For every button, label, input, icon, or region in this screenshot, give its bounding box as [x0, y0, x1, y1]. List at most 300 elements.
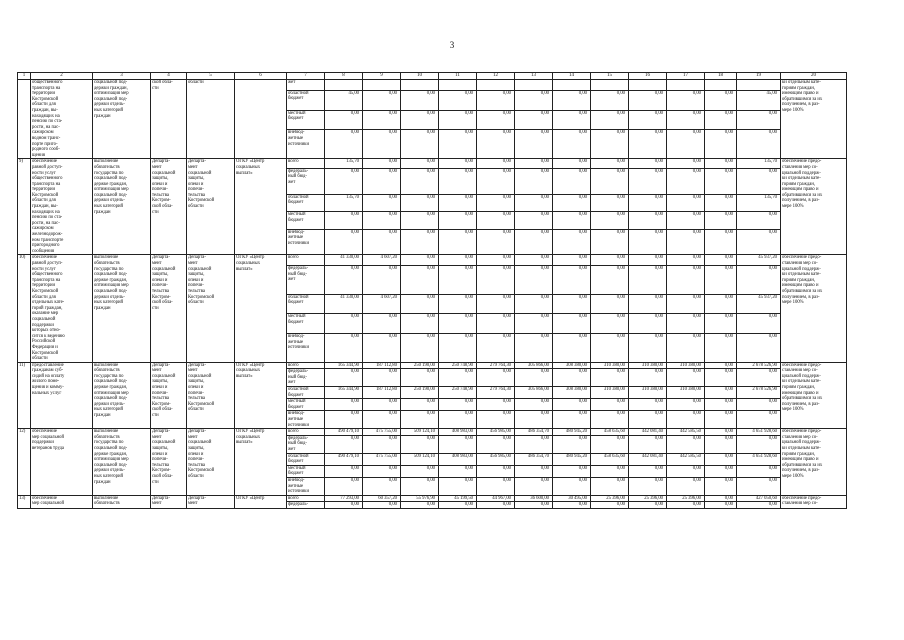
amount-cell: 0,00 [667, 266, 705, 295]
amount-cell: 0,00 [737, 212, 781, 230]
amount-cell: 0,00 [477, 369, 515, 387]
funding-source: областной бюджет [287, 90, 325, 110]
header-cell: 1 [18, 73, 31, 80]
amount-cell: 305 866,00 [515, 387, 553, 399]
amount-cell: 0,00 [591, 266, 629, 295]
executor-text: области [187, 80, 235, 159]
amount-cell: 0,00 [515, 194, 553, 212]
amount-cell: 0,00 [401, 314, 439, 334]
amount-cell: 0,00 [477, 90, 515, 110]
amount-cell: 55 976,90 [401, 495, 439, 502]
amount-cell: 0,00 [591, 314, 629, 334]
budget-table [17, 72, 847, 509]
amount-cell: 0,00 [401, 110, 439, 130]
amount-cell: 0,00 [737, 502, 781, 509]
amount-cell: 0,00 [439, 294, 477, 314]
goal-text: выполнение обязательств государства по социальной под- держке граждан, оптимизация мер социальной под- держки отдель- ных категорий граждан [93, 429, 151, 496]
amount-cell: 0,00 [439, 110, 477, 130]
amount-cell: 0,00 [515, 477, 553, 495]
amount-cell: 4 651 928,60 [737, 429, 781, 436]
table-row [18, 495, 847, 502]
amount-cell: 0,00 [439, 435, 477, 453]
amount-cell: 0,00 [553, 130, 591, 159]
funding-source: федераль- ный бюд- жет [287, 266, 325, 295]
amount-cell: 0,00 [439, 399, 477, 411]
funding-source: федераль- ный бюд- жет [287, 435, 325, 453]
amount-cell: 0,00 [401, 255, 439, 266]
amount-cell: 0,00 [591, 212, 629, 230]
amount-cell: 187 112,80 [363, 387, 401, 399]
amount-cell: 0,00 [401, 411, 439, 429]
amount-cell: 0,00 [515, 333, 553, 362]
amount-cell: 308 380,00 [553, 387, 591, 399]
amount-cell: 0,00 [591, 435, 629, 453]
amount-cell: 0,00 [439, 168, 477, 194]
amount-cell: 0,00 [705, 130, 737, 159]
customer-text: Департа- мент социальной защиты, опеки и попечи- тельства Костром- ской обла- сти [151, 159, 187, 255]
amount-cell: 0,00 [553, 314, 591, 334]
amount-cell: 0,00 [553, 465, 591, 477]
customer-text: Департа- мент социальной защиты, опеки и попечи- тельства Костром- ской обла- сти [151, 255, 187, 362]
amount-cell: 0,00 [705, 255, 737, 266]
amount-cell: 0,00 [477, 333, 515, 362]
amount-cell: 0,00 [705, 362, 737, 369]
amount-cell: 0,00 [667, 110, 705, 130]
amount-cell: 0,00 [363, 435, 401, 453]
header-cell: 11 [439, 73, 477, 80]
amount-cell: 305 866,00 [515, 362, 553, 369]
amount-cell: 25 396,00 [667, 495, 705, 502]
amount-cell: 0,00 [667, 194, 705, 212]
amount-cell: 0,00 [705, 369, 737, 387]
header-cell: 20 [781, 73, 847, 80]
amount-cell: 45 199,50 [439, 495, 477, 502]
amount-cell: 250 190,00 [401, 362, 439, 369]
participant-text: ОГКУ «Центр социальных выплат» [235, 429, 287, 496]
amount-cell: 0,00 [439, 465, 477, 477]
table-row [18, 362, 847, 369]
amount-cell: 0,00 [401, 477, 439, 495]
amount-cell: 0,00 [439, 90, 477, 110]
amount-cell: 0,00 [401, 369, 439, 387]
amount-cell: 0,00 [515, 502, 553, 509]
header-cell: 12 [477, 73, 515, 80]
amount-cell: 0,00 [553, 168, 591, 194]
amount-cell: 480 945,20 [553, 453, 591, 465]
amount-cell: 0,00 [363, 333, 401, 362]
amount-cell: 0,00 [439, 411, 477, 429]
amount-cell: 458 635,60 [591, 429, 629, 436]
amount-cell: 0,00 [325, 369, 363, 387]
amount-cell: 486 354,70 [515, 453, 553, 465]
amount-cell: 0,00 [553, 369, 591, 387]
customer-text: ской обла- сти [151, 80, 187, 159]
amount-cell: 0,00 [363, 110, 401, 130]
executor-text: Департа- мент [187, 495, 235, 508]
funding-source: местный бюджет [287, 212, 325, 230]
amount-cell: 0,00 [737, 399, 781, 411]
amount-cell: 0,00 [667, 477, 705, 495]
row-number: 10) [18, 255, 31, 362]
amount-cell: 0,00 [477, 130, 515, 159]
amount-cell: 0,00 [629, 168, 667, 194]
amount-cell: 0,00 [325, 212, 363, 230]
amount-cell: 0,00 [515, 110, 553, 130]
amount-cell: 486 354,70 [515, 429, 553, 436]
amount-cell: 0,00 [439, 255, 477, 266]
amount-cell: 60 357,20 [363, 495, 401, 502]
row-number [18, 80, 31, 159]
funding-source: всего [287, 159, 325, 169]
funding-source: местный бюджет [287, 399, 325, 411]
executor-text: Департа- мент социальной защиты, опеки и попечи- тельства Костромской области [187, 159, 235, 255]
measure-name: общественного транспорта на территории Костромской области для граждан, вы- находящих на пенсию по ста- рости, на пас- сажирском водном транс- порте приго- родного сооб- щения [31, 80, 93, 159]
amount-cell: 0,00 [705, 266, 737, 295]
amount-cell [705, 80, 737, 91]
amount-cell: 0,00 [629, 477, 667, 495]
amount-cell: 0,00 [553, 212, 591, 230]
table-row [18, 80, 847, 91]
amount-cell: 0,00 [325, 435, 363, 453]
header-cell: 13 [515, 73, 553, 80]
amount-cell: 0,00 [401, 266, 439, 295]
expected-result: обеспечение предо- ставления мер со- циальной поддерж- ки отдельным кате- гориям граждан, имеющим право и обратившимся за их получением, в раз- мере 100% [781, 255, 847, 362]
funding-source: областной бюджет [287, 294, 325, 314]
amount-cell: 0,00 [629, 314, 667, 334]
amount-cell: 0,00 [553, 159, 591, 169]
row-number: 9) [18, 159, 31, 255]
amount-cell: 0,00 [667, 130, 705, 159]
amount-cell: 0,00 [439, 314, 477, 334]
amount-cell: 0,00 [401, 130, 439, 159]
amount-cell: 442 081,40 [629, 453, 667, 465]
funding-source: всего [287, 255, 325, 266]
amount-cell: 310 380,00 [629, 387, 667, 399]
amount-cell: 0,00 [629, 502, 667, 509]
header-cell: 10 [401, 73, 439, 80]
funding-source: федераль- ный бюд- жет [287, 168, 325, 194]
amount-cell [363, 80, 401, 91]
amount-cell: 4 651 928,60 [737, 453, 781, 465]
amount-cell: 0,00 [477, 294, 515, 314]
funding-source: всего [287, 429, 325, 436]
amount-cell: 0,00 [401, 333, 439, 362]
header-cell: 9 [363, 73, 401, 80]
amount-cell: 0,00 [705, 477, 737, 495]
amount-cell: 0,00 [401, 465, 439, 477]
amount-cell: 0,00 [401, 194, 439, 212]
amount-cell: 0,00 [515, 90, 553, 110]
amount-cell: 0,00 [591, 399, 629, 411]
amount-cell: 0,00 [553, 333, 591, 362]
amount-cell: 0,00 [629, 266, 667, 295]
amount-cell: 0,00 [363, 314, 401, 334]
header-cell: 4 [151, 73, 187, 80]
amount-cell: 0,00 [401, 168, 439, 194]
amount-cell: 0,00 [705, 294, 737, 314]
amount-cell: 0,00 [591, 502, 629, 509]
amount-cell: 0,00 [363, 477, 401, 495]
amount-cell: 0,00 [439, 212, 477, 230]
amount-cell: 0,00 [553, 435, 591, 453]
amount-cell: 0,00 [667, 168, 705, 194]
amount-cell: 509 124,10 [401, 429, 439, 436]
amount-cell: 0,00 [591, 159, 629, 169]
amount-cell: 0,00 [325, 168, 363, 194]
amount-cell: 0,00 [515, 369, 553, 387]
executor-text: Департа- мент социальной защиты, опеки и попечи- тельства Костромской области [187, 429, 235, 496]
amount-cell: 0,00 [325, 130, 363, 159]
amount-cell: 0,00 [401, 435, 439, 453]
funding-source: всего [287, 362, 325, 369]
header-row [18, 73, 847, 80]
amount-cell: 0,00 [515, 435, 553, 453]
amount-cell: 0,00 [363, 90, 401, 110]
amount-cell: 0,00 [629, 229, 667, 255]
amount-cell: 0,00 [629, 130, 667, 159]
amount-cell: 0,00 [737, 110, 781, 130]
amount-cell: 0,00 [439, 369, 477, 387]
amount-cell: 0,00 [477, 399, 515, 411]
amount-cell: 0,00 [363, 465, 401, 477]
amount-cell: 0,00 [325, 229, 363, 255]
amount-cell: 0,00 [553, 477, 591, 495]
amount-cell: 0,00 [325, 333, 363, 362]
funding-source: всего [287, 495, 325, 502]
amount-cell: 0,00 [363, 266, 401, 295]
goal-text: социальной под- держки граждан, оптимизация мер социальной под- держки отдель- ных категорий граждан [93, 80, 151, 159]
amount-cell: 0,00 [591, 130, 629, 159]
amount-cell: 0,00 [553, 90, 591, 110]
amount-cell: 45 937,20 [737, 294, 781, 314]
amount-cell: 0,00 [553, 229, 591, 255]
amount-cell: 0,00 [667, 314, 705, 334]
amount-cell: 0,00 [591, 110, 629, 130]
amount-cell: 0,00 [591, 465, 629, 477]
table-row [18, 159, 847, 169]
amount-cell: 0,00 [325, 465, 363, 477]
amount-cell: 0,00 [591, 90, 629, 110]
amount-cell: 0,00 [553, 110, 591, 130]
amount-cell: 0,00 [629, 159, 667, 169]
amount-cell: 0,00 [591, 229, 629, 255]
amount-cell: 0,00 [667, 333, 705, 362]
header-cell: 8 [325, 73, 363, 80]
amount-cell: 0,00 [667, 411, 705, 429]
amount-cell: 0,00 [515, 255, 553, 266]
amount-cell: 41 330,00 [325, 255, 363, 266]
amount-cell: 310 380,00 [629, 362, 667, 369]
amount-cell: 165 344,90 [325, 387, 363, 399]
amount-cell [477, 80, 515, 91]
amount-cell: 45 937,20 [737, 255, 781, 266]
customer-text: Департа- мент [151, 495, 187, 508]
amount-cell: 310 380,00 [667, 387, 705, 399]
amount-cell: 0,00 [325, 399, 363, 411]
amount-cell: 0,00 [363, 399, 401, 411]
amount-cell: 0,00 [477, 110, 515, 130]
amount-cell: 0,00 [363, 168, 401, 194]
amount-cell: 480 945,20 [553, 429, 591, 436]
header-cell: 16 [629, 73, 667, 80]
amount-cell: 165 344,90 [325, 362, 363, 369]
amount-cell: 0,00 [737, 477, 781, 495]
amount-cell: 0,00 [629, 435, 667, 453]
amount-cell: 0,00 [629, 411, 667, 429]
amount-cell: 0,00 [515, 168, 553, 194]
amount-cell: 0,00 [705, 90, 737, 110]
amount-cell: 0,00 [515, 212, 553, 230]
measure-name: предоставление гражданам суб- сидий на оплату жилого поме- щения и комму- нальных услуг [31, 362, 93, 429]
amount-cell: 0,00 [667, 465, 705, 477]
amount-cell: 0,00 [705, 387, 737, 399]
table-row [18, 429, 847, 436]
expected-result: ки отдельным кате- гориям граждан, имеющим право и обратившимся за их получением, в раз- мере 100% [781, 80, 847, 159]
amount-cell: 0,00 [705, 453, 737, 465]
amount-cell: 0,00 [515, 229, 553, 255]
row-number: 11) [18, 362, 31, 429]
measure-name: обеспечение равной доступ- ности услуг общественного транспорта на территории Костромской области для отдельных кате- горий граждан, оказание мер социальной поддержки которых отно- сится к ведению Российской Федерации и Костромской области [31, 255, 93, 362]
amount-cell: 0,00 [515, 159, 553, 169]
header-cell: 6 [235, 73, 287, 80]
amount-cell: 0,00 [629, 333, 667, 362]
amount-cell: 0,00 [363, 194, 401, 212]
amount-cell: 0,00 [553, 411, 591, 429]
amount-cell: 0,00 [629, 110, 667, 130]
amount-cell: 36 600,00 [515, 495, 553, 502]
amount-cell: 44 967,00 [477, 495, 515, 502]
amount-cell: 0,00 [325, 477, 363, 495]
amount-cell [667, 80, 705, 91]
amount-cell [737, 80, 781, 91]
amount-cell: 0,00 [553, 194, 591, 212]
amount-cell: 0,00 [477, 502, 515, 509]
amount-cell: 135,70 [325, 159, 363, 169]
amount-cell: 0,00 [591, 369, 629, 387]
goal-text: выполнение обязательств [93, 495, 151, 508]
amount-cell: 0,00 [737, 229, 781, 255]
amount-cell: 250 748,90 [439, 387, 477, 399]
amount-cell: 0,00 [363, 159, 401, 169]
participant-text: ОГКУ «Центр социальных выплат» [235, 255, 287, 362]
amount-cell: 0,00 [705, 159, 737, 169]
amount-cell: 0,00 [705, 212, 737, 230]
amount-cell: 0,00 [439, 229, 477, 255]
amount-cell: 0,00 [629, 369, 667, 387]
amount-cell: 0,00 [439, 502, 477, 509]
executor-text: Департа- мент социальной защиты, опеки и попечи- тельства Костромской области [187, 255, 235, 362]
amount-cell: 135,70 [737, 159, 781, 169]
amount-cell [325, 80, 363, 91]
header-cell: 7 [287, 73, 325, 80]
funding-source: федераль- ный бюд- жет [287, 369, 325, 387]
amount-cell: 458 635,60 [591, 453, 629, 465]
participant-text [235, 80, 287, 159]
amount-cell: 0,00 [363, 212, 401, 230]
amount-cell: 456 985,00 [477, 429, 515, 436]
amount-cell: 0,00 [515, 411, 553, 429]
funding-source: областной бюджет [287, 453, 325, 465]
amount-cell: 250 748,90 [439, 362, 477, 369]
amount-cell: 0,00 [401, 399, 439, 411]
amount-cell [401, 80, 439, 91]
amount-cell: 0,00 [363, 502, 401, 509]
amount-cell: 0,00 [515, 314, 553, 334]
amount-cell: 0,00 [705, 502, 737, 509]
amount-cell [553, 80, 591, 91]
executor-text: Департа- мент социальной защиты, опеки и попечи- тельства Костромской области [187, 362, 235, 429]
amount-cell: 0,00 [629, 90, 667, 110]
amount-cell: 0,00 [667, 502, 705, 509]
amount-cell: 0,00 [477, 314, 515, 334]
goal-text: выполнение обязательств государства по социальной под- держке граждан, оптимизация мер социальной под- держки отдель- ных категорий граждан [93, 362, 151, 429]
amount-cell: 0,00 [705, 314, 737, 334]
amount-cell: 0,00 [477, 435, 515, 453]
amount-cell: 0,00 [363, 411, 401, 429]
amount-cell: 308 380,00 [553, 362, 591, 369]
amount-cell: 0,00 [477, 266, 515, 295]
row-number: 12) [18, 429, 31, 496]
amount-cell: 408 983,00 [439, 429, 477, 436]
amount-cell: 0,00 [737, 266, 781, 295]
amount-cell: 0,00 [737, 369, 781, 387]
funding-source: внебюд- жетные источники [287, 333, 325, 362]
amount-cell: 77 293,00 [325, 495, 363, 502]
amount-cell: 0,00 [401, 294, 439, 314]
header-cell: 2 [31, 73, 93, 80]
amount-cell: 0,00 [439, 159, 477, 169]
amount-cell: 0,00 [667, 159, 705, 169]
amount-cell: 0,00 [515, 465, 553, 477]
amount-cell: 0,00 [325, 502, 363, 509]
amount-cell: 0,00 [553, 502, 591, 509]
amount-cell: 490 479,10 [325, 453, 363, 465]
amount-cell: 0,00 [477, 168, 515, 194]
amount-cell: 0,00 [477, 229, 515, 255]
amount-cell: 0,00 [363, 229, 401, 255]
header-cell: 14 [553, 73, 591, 80]
header-cell: 5 [187, 73, 235, 80]
participant-text: ОГКУ «Центр социальных выплат» [235, 159, 287, 255]
amount-cell: 187 112,80 [363, 362, 401, 369]
amount-cell: 0,00 [477, 194, 515, 212]
amount-cell: 0,00 [705, 168, 737, 194]
amount-cell: 509 124,10 [401, 453, 439, 465]
amount-cell: 0,00 [667, 212, 705, 230]
amount-cell: 456 985,00 [477, 453, 515, 465]
amount-cell: 4 607,20 [363, 294, 401, 314]
amount-cell: 0,00 [629, 465, 667, 477]
amount-cell: 0,00 [553, 255, 591, 266]
amount-cell: 135,70 [325, 194, 363, 212]
funding-source: федераль- [287, 502, 325, 509]
amount-cell: 0,00 [591, 411, 629, 429]
funding-source: местный бюджет [287, 110, 325, 130]
amount-cell: 279 764,30 [477, 362, 515, 369]
amount-cell: 0,00 [439, 130, 477, 159]
amount-cell: 0,00 [553, 266, 591, 295]
amount-cell: 135,70 [737, 194, 781, 212]
amount-cell: 490 479,10 [325, 429, 363, 436]
amount-cell: 0,00 [667, 435, 705, 453]
funding-source: местный бюджет [287, 314, 325, 334]
amount-cell [439, 80, 477, 91]
amount-cell: 0,00 [591, 294, 629, 314]
amount-cell: 2 678 526,90 [737, 362, 781, 369]
amount-cell: 0,00 [629, 255, 667, 266]
amount-cell: 0,00 [401, 229, 439, 255]
amount-cell: 0,00 [629, 399, 667, 411]
